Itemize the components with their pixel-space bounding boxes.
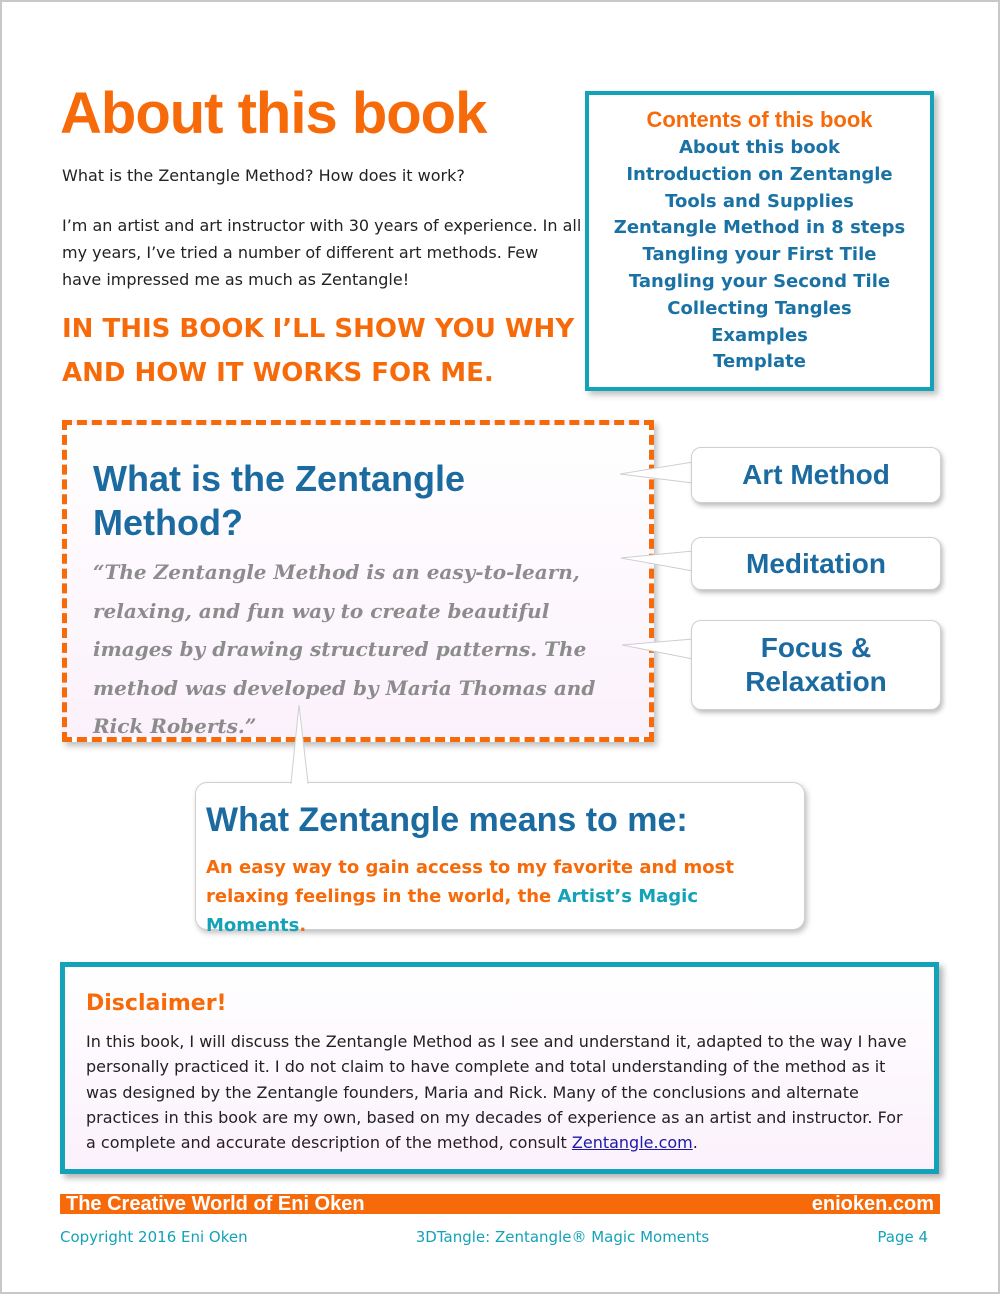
footer-site-link[interactable]: enioken.com <box>811 1193 934 1215</box>
pill-art-method: Art Method <box>691 447 941 503</box>
footer-book-title: 3DTangle: Zentangle® Magic Moments <box>415 1228 710 1246</box>
contents-item[interactable]: Zentangle Method in 8 steps <box>613 217 906 239</box>
pill-focus-relaxation: Focus & Relaxation <box>691 620 941 710</box>
contents-item[interactable]: About this book <box>678 137 841 158</box>
contents-box <box>585 91 934 391</box>
meaning-text <box>206 853 801 940</box>
disclaimer-body: In this book, I will discuss the Zentangle Method as I see and understand it, adapted to the way I have personally practiced it. I do not claim to have complete and total understanding of the method as it was designed by the Zentangle founders, Maria and Rick. Many of the conclusions and alternate practices in this book are my own, based on my decades of experience as an artist and instructor. For a complete and accurate description of the method, consult <box>86 1032 907 1153</box>
meaning-period: . <box>299 915 307 936</box>
disclaimer-end: . <box>692 1133 698 1153</box>
meaning-highlight: Artist’s Magic Moments <box>206 886 698 936</box>
footer-page-number: Page 4 <box>877 1228 928 1246</box>
zentangle-title: What is the Zentangle Method? <box>93 458 466 543</box>
meaning-text-main: An easy way to gain access to my favorite and most relaxing feelings in the world, the <box>206 857 734 907</box>
meaning-title: What Zentangle means to me: <box>206 801 688 839</box>
contents-item[interactable]: Introduction on Zentangle <box>626 163 893 185</box>
meaning-box <box>195 782 805 936</box>
zentangle-quote: “The Zentangle Method is an easy-to-learn, relaxing, and fun way to create beautiful images by drawing structured patterns. The method was developed by Maria Thomas and Rick Roberts.” <box>93 560 596 738</box>
zentangle-definition-box <box>62 420 654 742</box>
footer-meta <box>60 1228 928 1246</box>
disclaimer-text <box>86 1029 916 1155</box>
contents-item[interactable]: Template <box>713 351 806 373</box>
disclaimer-box <box>60 962 939 1174</box>
intro-paragraph: I’m an artist and art instructor with 30 years of experience. In all my years, I’ve tried a number of different art methods. Few have impressed me as much as Zentangle! <box>62 216 582 289</box>
contents-item[interactable]: Tangling your Second Tile <box>628 270 891 292</box>
contents-item[interactable]: Collecting Tangles <box>667 297 852 319</box>
page-title: About this book <box>60 81 487 146</box>
callout-text: IN THIS BOOK I’LL SHOW YOU WHY AND HOW IT WORKS FOR ME. <box>62 314 575 388</box>
zentangle-link[interactable]: Zentangle.com <box>571 1133 693 1153</box>
contents-title: Contents of this book <box>646 107 873 132</box>
contents-item[interactable]: Tools and Supplies <box>665 190 854 212</box>
pill-meditation: Meditation <box>691 537 941 590</box>
footer-copyright: Copyright 2016 Eni Oken <box>60 1228 248 1246</box>
footer-bar <box>60 1194 940 1214</box>
contents-item[interactable]: Tangling your First Tile <box>642 244 877 266</box>
intro-question: What is the Zentangle Method? How does it work? <box>62 166 465 185</box>
contents-list <box>589 135 930 376</box>
disclaimer-title: Disclaimer! <box>86 991 227 1016</box>
contents-item[interactable]: Examples <box>711 324 808 346</box>
footer-brand: The Creative World of Eni Oken <box>66 1193 365 1215</box>
